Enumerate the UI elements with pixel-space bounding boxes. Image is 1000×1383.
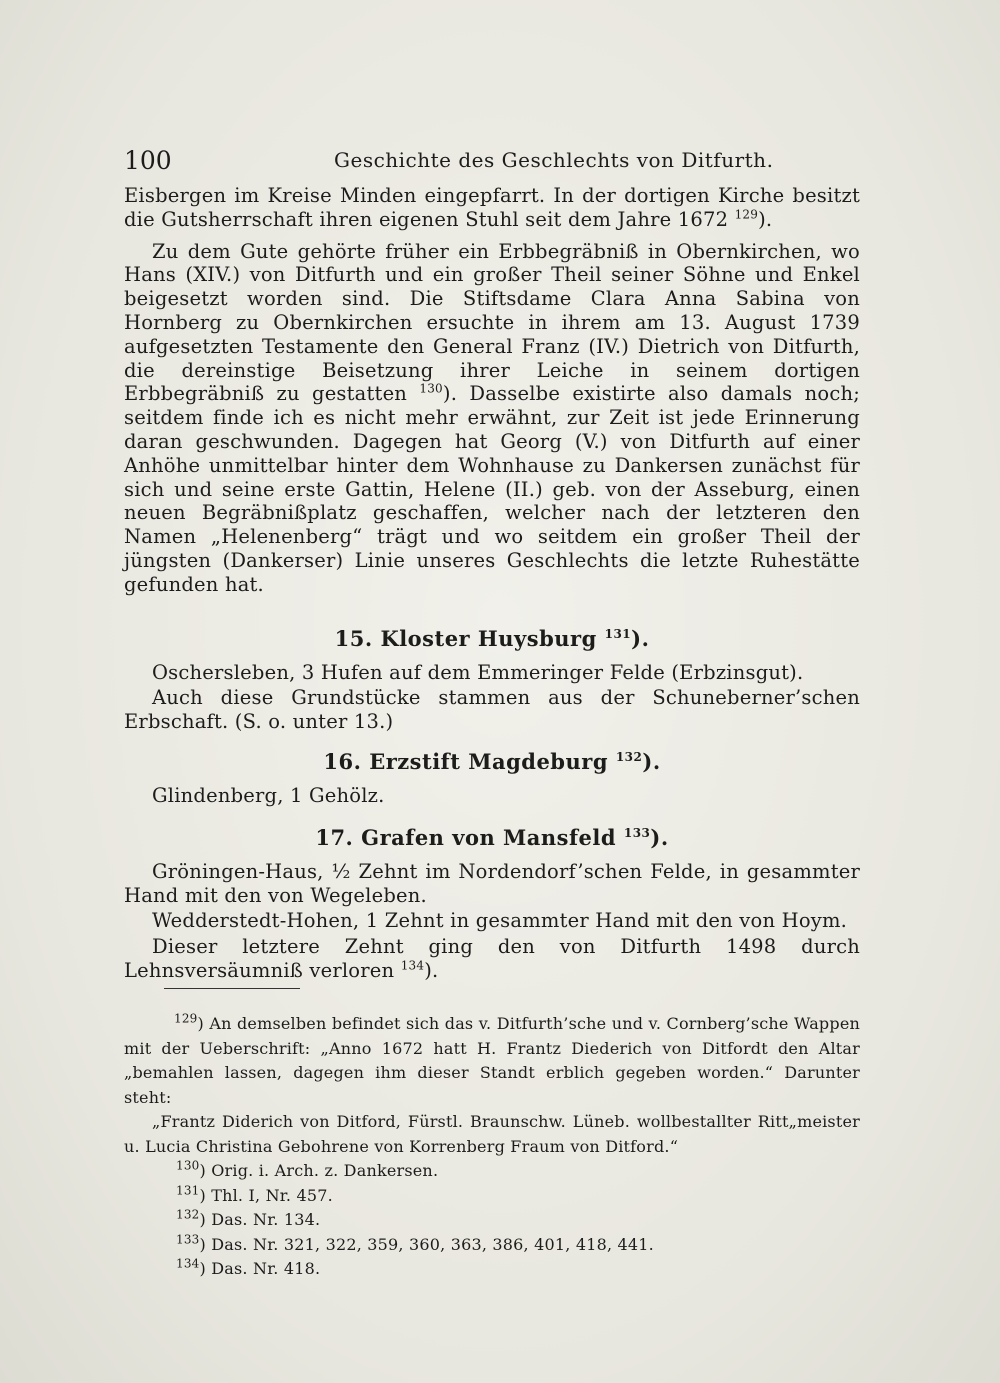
footnote-131 bbox=[124, 1184, 860, 1209]
heading-text: 15. Kloster Huysburg bbox=[334, 625, 597, 651]
footnote-number: 134 bbox=[176, 1256, 200, 1271]
footnote-ref[interactable]: 131 bbox=[604, 626, 632, 641]
footnote-133 bbox=[124, 1233, 860, 1258]
footnote-ref[interactable]: 129 bbox=[734, 207, 759, 222]
running-title: Geschichte des Geschlechts von Ditfurth. bbox=[334, 148, 774, 172]
footnote-ref[interactable]: 133 bbox=[623, 825, 651, 840]
paragraph-wedderstedt: Wedderstedt-Hohen, 1 Zehnt in gesammter Hand mit den von Hoym. bbox=[152, 909, 848, 933]
footnote-number: 130 bbox=[176, 1158, 200, 1173]
paragraph-text: ). bbox=[758, 207, 773, 231]
paragraph-oschersleben: Oschersleben, 3 Hufen auf dem Emmeringer Felde (Erbzinsgut). bbox=[152, 660, 804, 684]
footnote-ref[interactable]: 130 bbox=[419, 381, 443, 396]
footnote-text: ) Das. Nr. 134. bbox=[199, 1210, 321, 1229]
footnote-text: ) Thl. I, Nr. 457. bbox=[199, 1185, 333, 1205]
paragraph-text: ). bbox=[424, 958, 439, 982]
footnote-134 bbox=[124, 1257, 860, 1282]
footnote-text: ) Orig. i. Arch. z. Dankersen. bbox=[199, 1161, 439, 1180]
paragraph-text: Dieser letztere Zehnt ging den von Ditfurth 1498 durch Lehnsversäumniß verloren bbox=[124, 935, 860, 982]
heading-text: 16. Erzstift Magdeburg bbox=[323, 748, 609, 774]
heading-text: ). bbox=[631, 625, 650, 651]
paragraph-glindenberg: Glindenberg, 1 Gehölz. bbox=[152, 783, 385, 807]
footnote-130 bbox=[124, 1159, 860, 1184]
footnote-divider bbox=[164, 988, 300, 989]
paragraph-grundstuecke: Auch diese Grundstücke stammen aus der Schuneberner’schen Erbschaft. (S. o. unter 13.) bbox=[124, 686, 860, 734]
footnotes bbox=[124, 1012, 860, 1282]
heading-text: 17. Grafen von Mansfeld bbox=[315, 824, 617, 850]
footnote-132 bbox=[124, 1208, 860, 1233]
paragraph-groeningen: Gröningen-Haus, ½ Zehnt im Nordendorf’schen Felde, in gesammter Hand mit den von Wegeleben. bbox=[124, 859, 860, 907]
footnote-129-quote: „Frantz Diderich von Ditford, Fürstl. Braunschw. Lüneb. wollbestallter Ritt„meister u. Lucia Christina Gebohrene von Korrenberg Fraum von Ditford.“ bbox=[124, 1112, 860, 1156]
paragraph-erbbegraebniss bbox=[124, 240, 860, 597]
footnote-number: 133 bbox=[176, 1232, 200, 1247]
footnote-number: 129 bbox=[174, 1011, 198, 1026]
paragraph-text: ). Dasselbe existirte also damals noch; seitdem finde ich es nicht mehr erwähnt, zur Zeit ist jede Erinnerung daran geschwunden. Dagegen hat Georg (V.) von Ditfurth auf einer Anhöhe unmittelbar hinter dem Wohnhause zu Dankersen zunächst für sich und seine erste Gattin, Helene (II.) geb. von der Asseburg, einen neuen Begräbnißplatz geschaffen, welcher nach der letzteren den Namen „Helenenberg“ trägt und wo seitdem ein großer Theil der jüngsten (Dankerser) Linie unseres Geschlechts die letzte Ruhestätte gefunden hat. bbox=[124, 382, 860, 596]
paragraph-zehnt bbox=[124, 935, 860, 983]
footnote-text: ) Das. Nr. 418. bbox=[199, 1259, 321, 1278]
footnote-text: ) Das. Nr. 321, 322, 359, 360, 363, 386, 401, 418, 441. bbox=[199, 1234, 654, 1254]
footnote-129 bbox=[124, 1012, 860, 1110]
heading-text: ). bbox=[650, 824, 669, 850]
footnote-ref[interactable]: 134 bbox=[400, 958, 425, 973]
section-heading-16 bbox=[124, 740, 860, 784]
paragraph-text: Eisbergen im Kreise Minden eingepfarrt. In der dortigen Kirche besitzt die Gutsherrschaft ihren eigenen Stuhl seit dem Jahre 1672 bbox=[124, 184, 860, 231]
heading-text: ). bbox=[642, 748, 661, 774]
footnote-text: ) An demselben befindet sich das v. Ditfurth’sche und v. Cornberg’sche Wappen mit der Ueberschrift: „Anno 1672 hatt H. Frantz Diederich von Ditfordt den Altar „bemahlen lassen, dagegen ihm dieser Standt erblich gegeben worden.“ Darunter steht: bbox=[124, 1014, 860, 1107]
section-heading-15 bbox=[124, 617, 860, 661]
paragraph-eisbergen bbox=[124, 184, 860, 232]
footnote-ref[interactable]: 132 bbox=[615, 749, 643, 764]
section-heading-17 bbox=[124, 816, 860, 860]
paragraph-text: Zu dem Gute gehörte früher ein Erbbegräbniß in Obernkirchen, wo Hans (XIV.) von Ditfurth und ein großer Theil seiner Söhne und Enkel beigesetzt worden sind. Die Stiftsdame Clara Anna Sabina von Hornberg zu Obernkirchen ersuchte in ihrem am 13. August 1739 aufgesetzten Testamente den General Franz (IV.) Dietrich von Ditfurth, die dereinstige Beisetzung ihrer Leiche in seinem dortigen Erbbegräbniß zu gestatten bbox=[124, 239, 860, 406]
footnote-number: 132 bbox=[176, 1207, 200, 1222]
footnote-number: 131 bbox=[176, 1183, 200, 1198]
body-text bbox=[124, 184, 860, 983]
page-number: 100 bbox=[124, 146, 172, 175]
page-header bbox=[124, 146, 860, 180]
